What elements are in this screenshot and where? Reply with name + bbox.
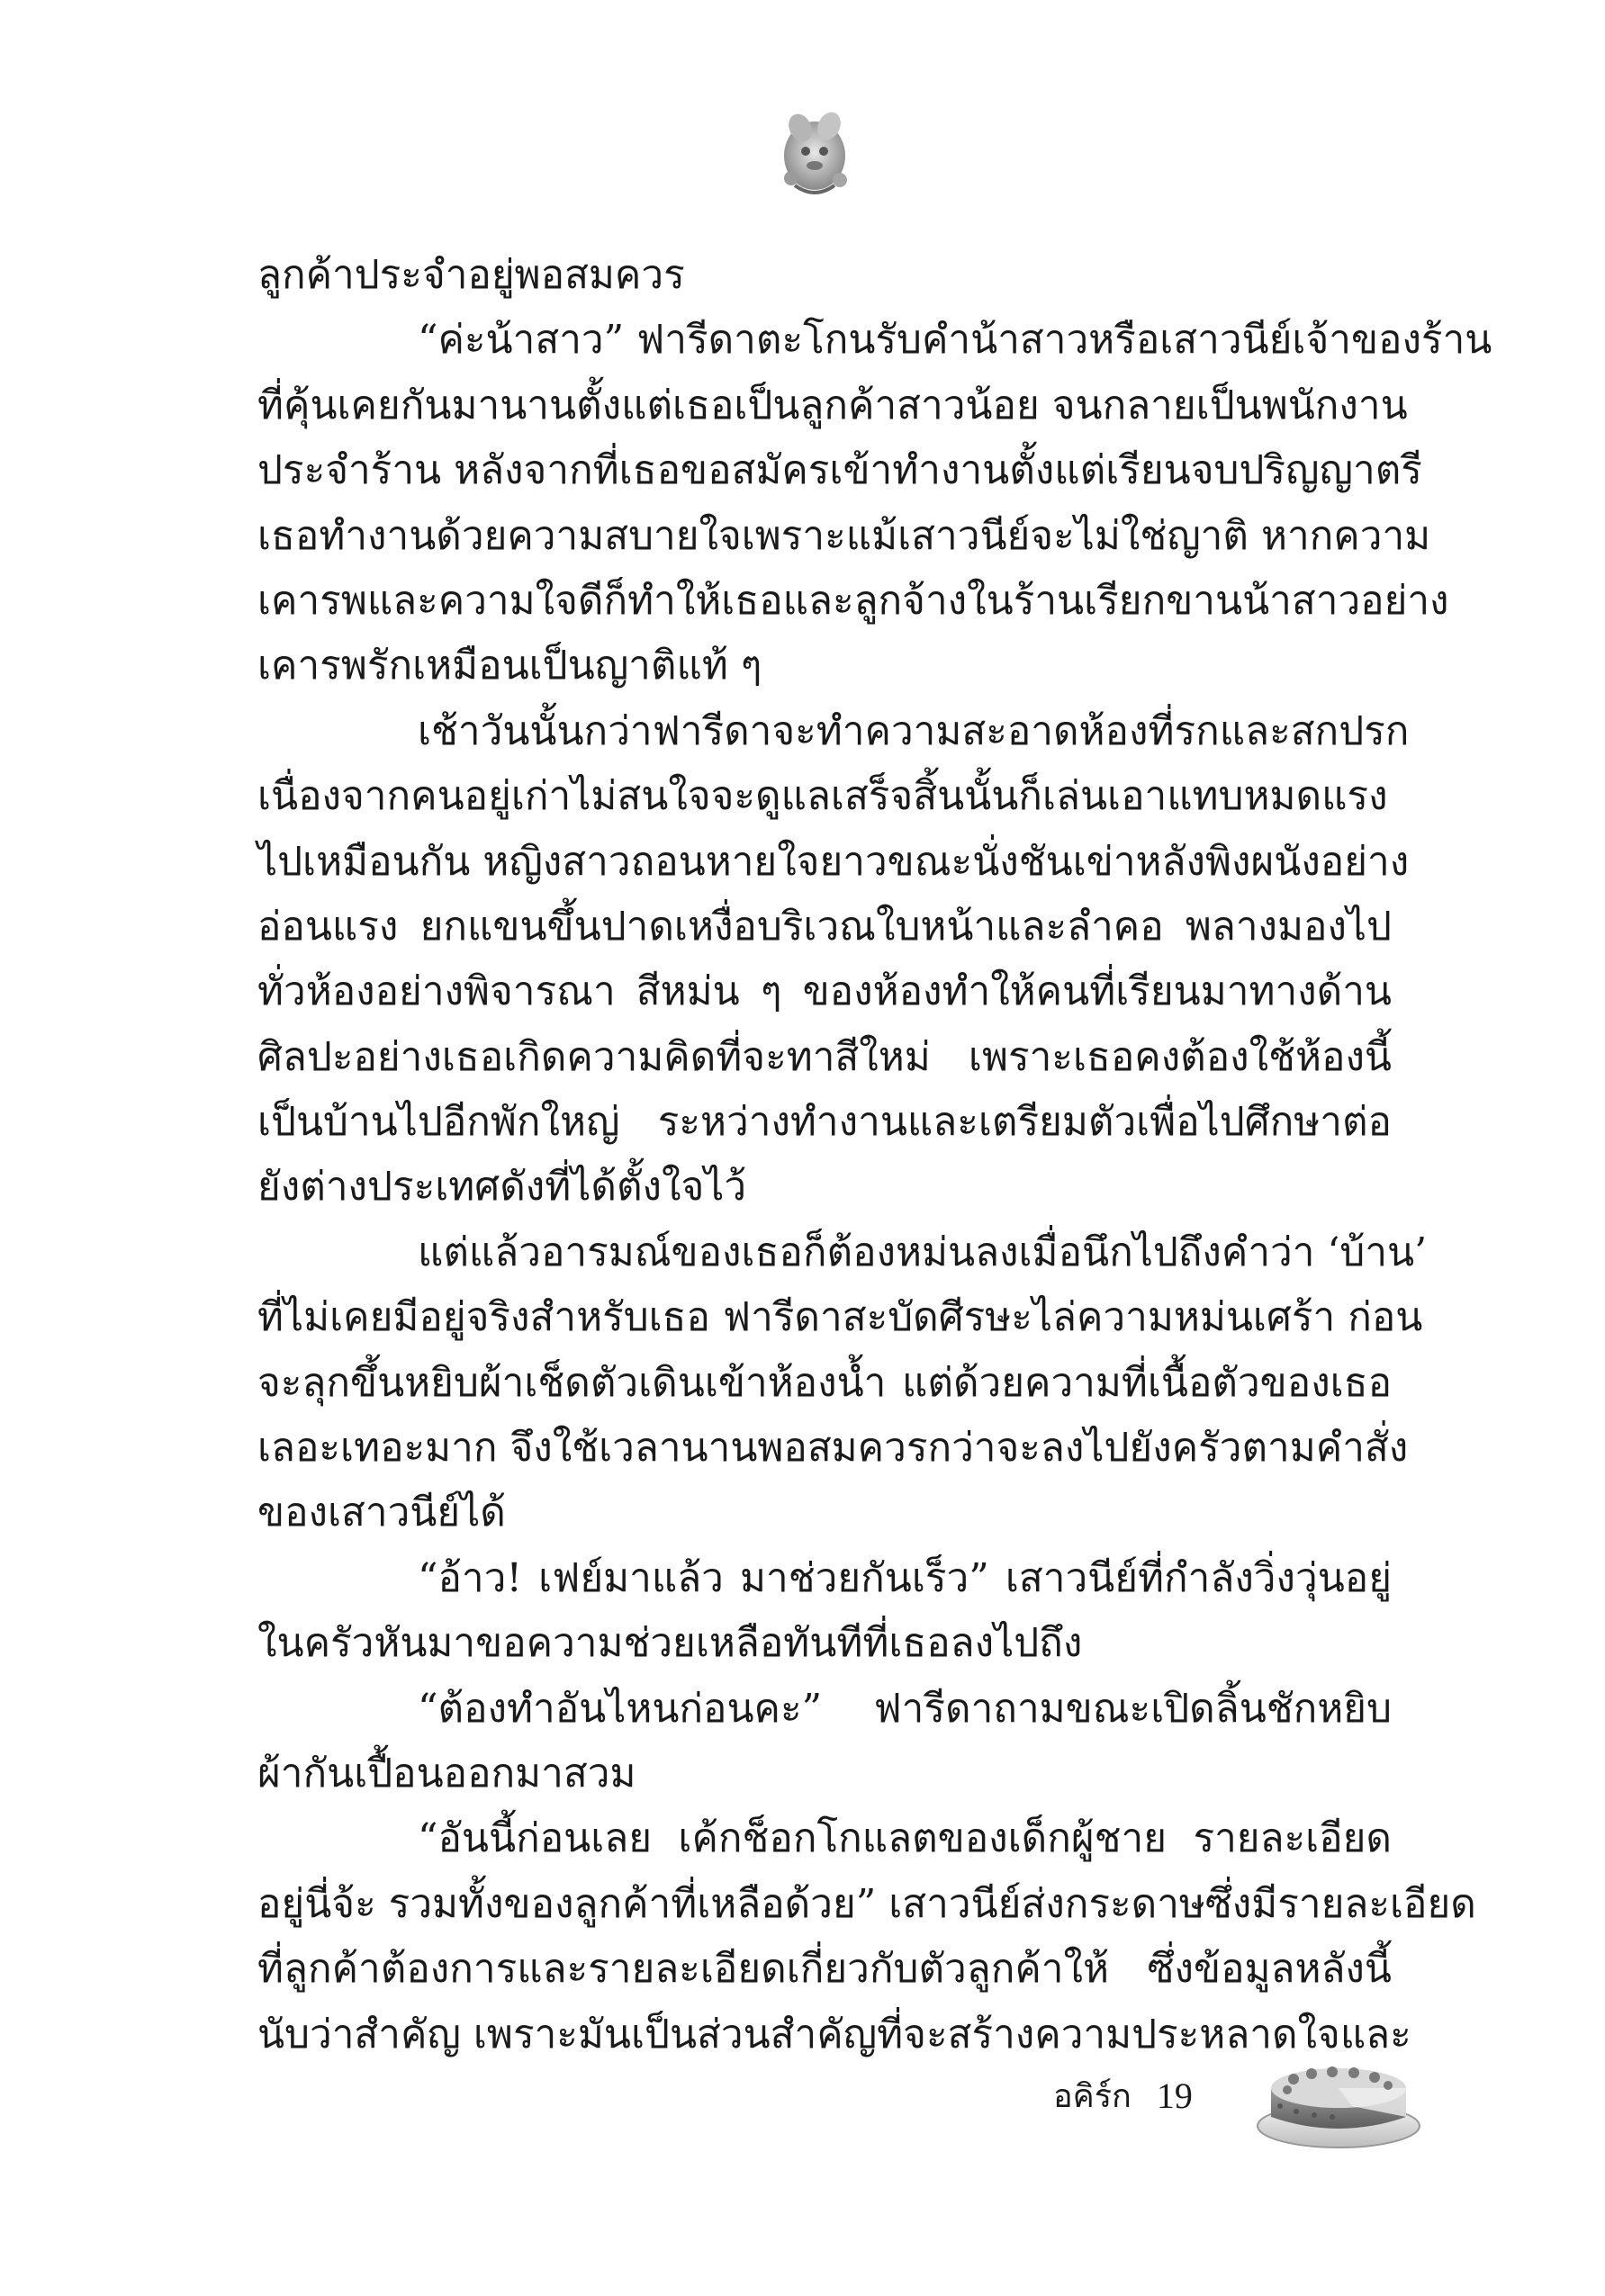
paragraph <box>257 1677 1392 1807</box>
text-line: “ค่ะน้าสาว” ฟารีดาตะโกนรับคำน้าสาวหรือเสาวนีย์เจ้าของร้าน <box>418 317 1492 364</box>
text-line: เนื่องจากคนอยู่เก่าไม่สนใจจะดูแลเสร็จสิ้นนั้นก็เล่นเอาแทบหมดแรง <box>257 773 1388 820</box>
page-footer <box>1053 2068 1193 2122</box>
text-line: ที่คุ้นเคยกันมานานตั้งแต่เธอเป็นลูกค้าสาวน้อย จนกลายเป็นพนักงาน <box>257 382 1408 428</box>
text-line: ยังต่างประเทศดังที่ได้ตั้งใจไว้ <box>257 1164 747 1211</box>
text-line: จะลุกขึ้นหยิบผ้าเช็ดตัวเดินเข้าห้องน้ำ แต่ด้วยความที่เนื้อตัวของเธอ <box>257 1359 1392 1406</box>
text-line: “อันนี้ก่อนเลย เค้กช็อกโกแลตของเด็กผู้ชาย รายละเอียด <box>418 1815 1392 1862</box>
text-line: เช้าวันนั้นกว่าฟารีดาจะทำความสะอาดห้องที่รกและสกปรก <box>418 707 1410 754</box>
book-title: อคิร์ก <box>1053 2077 1132 2115</box>
text-line: นับว่าสำคัญ เพราะมันเป็นส่วนสำคัญที่จะสร้างความประหลาดใจและ <box>257 2011 1411 2057</box>
text-line: เป็นบ้านไปอีกพักใหญ่ ระหว่างทำงานและเตรียมตัวเพื่อไปศึกษาต่อ <box>257 1099 1392 1146</box>
paragraph <box>257 1806 1476 2067</box>
text-line: เคารพรักเหมือนเป็นญาติแท้ ๆ <box>257 643 762 689</box>
text-line: ประจำร้าน หลังจากที่เธอขอสมัครเข้าทำงานตั้งแต่เรียนจบปริญญาตรี <box>257 447 1422 494</box>
paragraph <box>257 1220 1428 1546</box>
paragraph <box>257 699 1410 1220</box>
text-line: “ต้องทำอันไหนก่อนคะ” ฟารีดาถามขณะเปิดลิ้นชักหยิบ <box>418 1685 1392 1732</box>
cartoon-ornament-icon <box>770 106 860 201</box>
text-line: ลูกค้าประจำอยู่พอสมควร <box>257 252 685 298</box>
text-line: เธอทำงานด้วยความสบายใจเพราะแม้เสาวนีย์จะไม่ใช่ญาติ หากความ <box>257 512 1431 559</box>
text-line: ของเสาวนีย์ได้ <box>257 1490 506 1536</box>
text-line: ที่ไม่เคยมีอยู่จริงสำหรับเธอ ฟารีดาสะบัดศีรษะไล่ความหม่นเศร้า ก่อน <box>257 1294 1423 1341</box>
text-line: แต่แล้วอารมณ์ของเธอก็ต้องหม่นลงเมื่อนึกไปถึงคำว่า ‘บ้าน’ <box>418 1229 1428 1275</box>
paragraph <box>257 308 1492 698</box>
text-line: ผ้ากันเปื้อนออกมาสวม <box>257 1750 636 1796</box>
text-line: อยู่นี่จ้ะ รวมทั้งของลูกค้าที่เหลือด้วย” เสาวนีย์ส่งกระดาษซึ่งมีรายละเอียด <box>257 1880 1476 1927</box>
text-line: เคารพและความใจดีก็ทำให้เธอและลูกจ้างในร้านเรียกขานน้าสาวอย่าง <box>257 577 1449 624</box>
text-line: ทั่วห้องอย่างพิจารณา สีหม่น ๆ ของห้องทำให้คนที่เรียนมาทางด้าน <box>257 968 1392 1015</box>
body-text <box>257 243 1492 2067</box>
paragraph <box>257 1546 1392 1677</box>
text-line: ในครัวหันมาขอความช่วยเหลือทันทีที่เธอลงไปถึง <box>257 1620 1083 1667</box>
text-line: “อ้าว! เฟย์มาแล้ว มาช่วยกันเร็ว” เสาวนีย์ที่กำลังวิ่งวุ่นอยู่ <box>418 1554 1392 1601</box>
text-line: เลอะเทอะมาก จึงใช้เวลานานพอสมควรกว่าจะลงไปยังครัวตามคำสั่ง <box>257 1425 1409 1472</box>
paragraph <box>257 243 1392 308</box>
text-line: ที่ลูกค้าต้องการและรายละเอียดเกี่ยวกับตัวลูกค้าให้ ซึ่งข้อมูลหลังนี้ <box>257 1946 1392 1993</box>
text-line: อ่อนแรง ยกแขนขึ้นปาดเหงื่อบริเวณใบหน้าและลำคอ พลางมองไป <box>257 903 1392 950</box>
text-line: ไปเหมือนกัน หญิงสาวถอนหายใจยาวขณะนั่งชันเข่าหลังพิงผนังอย่าง <box>257 838 1410 885</box>
page-number: 19 <box>1156 2075 1193 2116</box>
cake-illustration-icon <box>1253 2043 1424 2151</box>
text-line: ศิลปะอย่างเธอเกิดความคิดที่จะทาสีใหม่ เพราะเธอคงต้องใช้ห้องนี้ <box>257 1033 1392 1080</box>
